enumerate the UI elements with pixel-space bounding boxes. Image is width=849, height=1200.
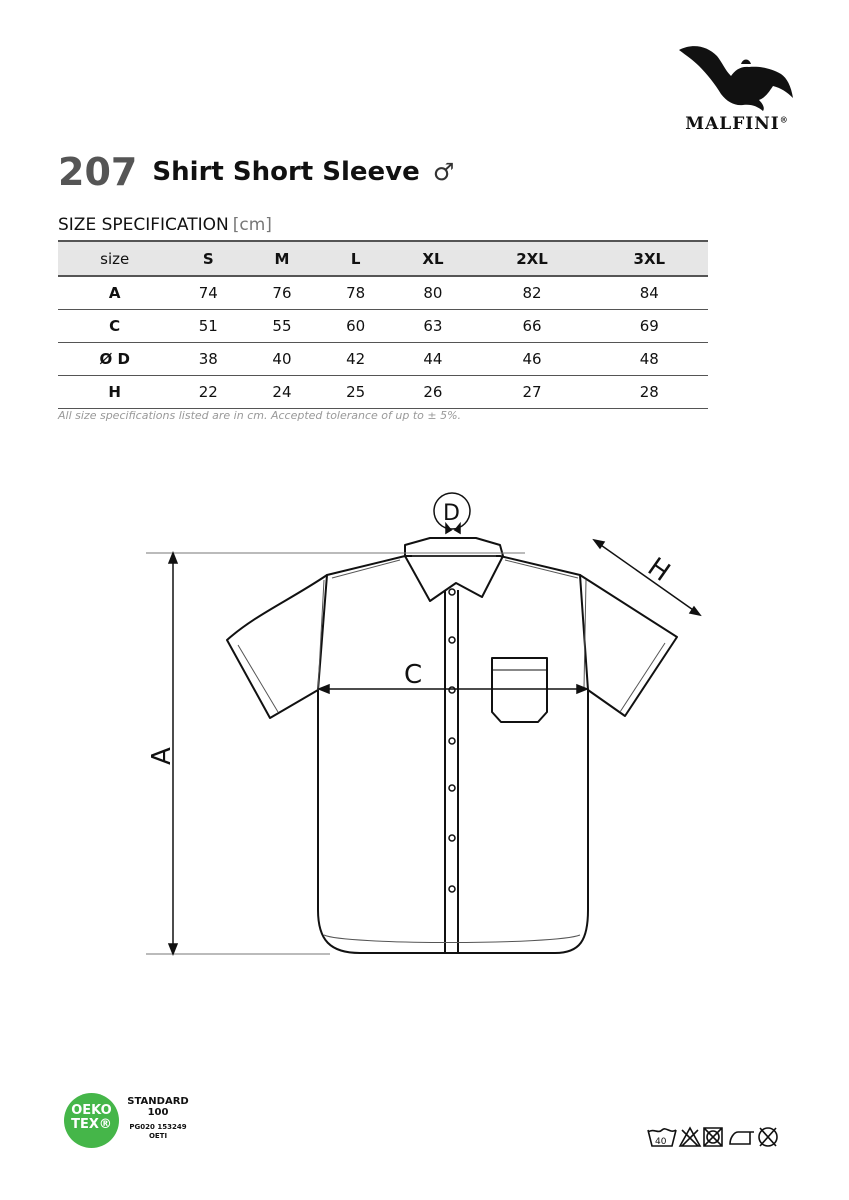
header-cell: 3XL <box>633 249 666 268</box>
wash-temp-label: 40 <box>655 1137 667 1147</box>
table-cell: 63 <box>393 310 474 343</box>
table-cell: 78 <box>319 276 393 310</box>
tolerance-note: All size specifications listed are in cm. Accepted tolerance of up to ± 5%. <box>58 409 462 422</box>
table-cell: 60 <box>319 310 393 343</box>
male-symbol-icon: ♂ <box>432 158 455 186</box>
table-cell: 55 <box>245 310 319 343</box>
header-cell: L <box>350 249 361 268</box>
table-cell: 48 <box>591 343 708 376</box>
pocket <box>492 658 547 722</box>
header-cell: M <box>274 249 290 268</box>
table-header-row <box>58 241 708 276</box>
table-cell: 74 <box>171 276 245 310</box>
table-cell: 28 <box>591 376 708 409</box>
product-name: Shirt Short Sleeve <box>152 157 420 187</box>
no-bleach-icon <box>680 1128 700 1146</box>
shirt-diagram <box>0 480 849 970</box>
table-cell: 27 <box>473 376 590 409</box>
table-cell: 42 <box>319 343 393 376</box>
header-cell: S <box>202 249 214 268</box>
table-row <box>58 343 708 376</box>
iron-icon <box>730 1132 754 1144</box>
table-cell: 24 <box>245 376 319 409</box>
table-cell: 25 <box>319 376 393 409</box>
page-title <box>58 150 454 194</box>
label-c: C <box>404 660 423 690</box>
table-row <box>58 310 708 343</box>
header-cell: 2XL <box>516 249 548 268</box>
table-cell: 69 <box>591 310 708 343</box>
header-cell: XL <box>422 249 444 268</box>
eagle-icon <box>677 40 797 112</box>
label-a: A <box>147 747 177 765</box>
table-cell: 51 <box>171 310 245 343</box>
label-h: H <box>641 552 676 588</box>
table-cell: 26 <box>393 376 474 409</box>
row-label: A <box>58 276 171 310</box>
table-cell: 40 <box>245 343 319 376</box>
left-sleeve <box>227 575 327 718</box>
shirt-body-outline <box>318 556 588 953</box>
row-label: H <box>58 376 171 409</box>
malfini-logo <box>672 40 802 140</box>
size-spec-heading: SIZE SPECIFICATION [cm] <box>58 215 272 235</box>
table-cell: 84 <box>591 276 708 310</box>
brand-name: MALFINI® <box>685 114 789 134</box>
table-cell: 22 <box>171 376 245 409</box>
label-d: D <box>443 501 460 526</box>
table-cell: 66 <box>473 310 590 343</box>
table-cell: 82 <box>473 276 590 310</box>
table-cell: 46 <box>473 343 590 376</box>
table-row <box>58 376 708 409</box>
table-row <box>58 276 708 310</box>
table-cell: 76 <box>245 276 319 310</box>
row-label: C <box>58 310 171 343</box>
oeko-tex-logo: OEKO TEX® <box>64 1093 119 1148</box>
buttons <box>449 589 455 892</box>
placket <box>445 590 458 953</box>
certification-text: STANDARD 100 PG020 153249 OETI <box>127 1096 189 1140</box>
header-cell: size <box>100 249 130 268</box>
care-symbols <box>646 1124 798 1150</box>
product-code: 207 <box>58 150 138 194</box>
table-cell: 44 <box>393 343 474 376</box>
right-sleeve <box>580 575 677 716</box>
size-table <box>58 240 708 409</box>
table-cell: 38 <box>171 343 245 376</box>
row-label: Ø D <box>58 343 171 376</box>
table-cell: 80 <box>393 276 474 310</box>
